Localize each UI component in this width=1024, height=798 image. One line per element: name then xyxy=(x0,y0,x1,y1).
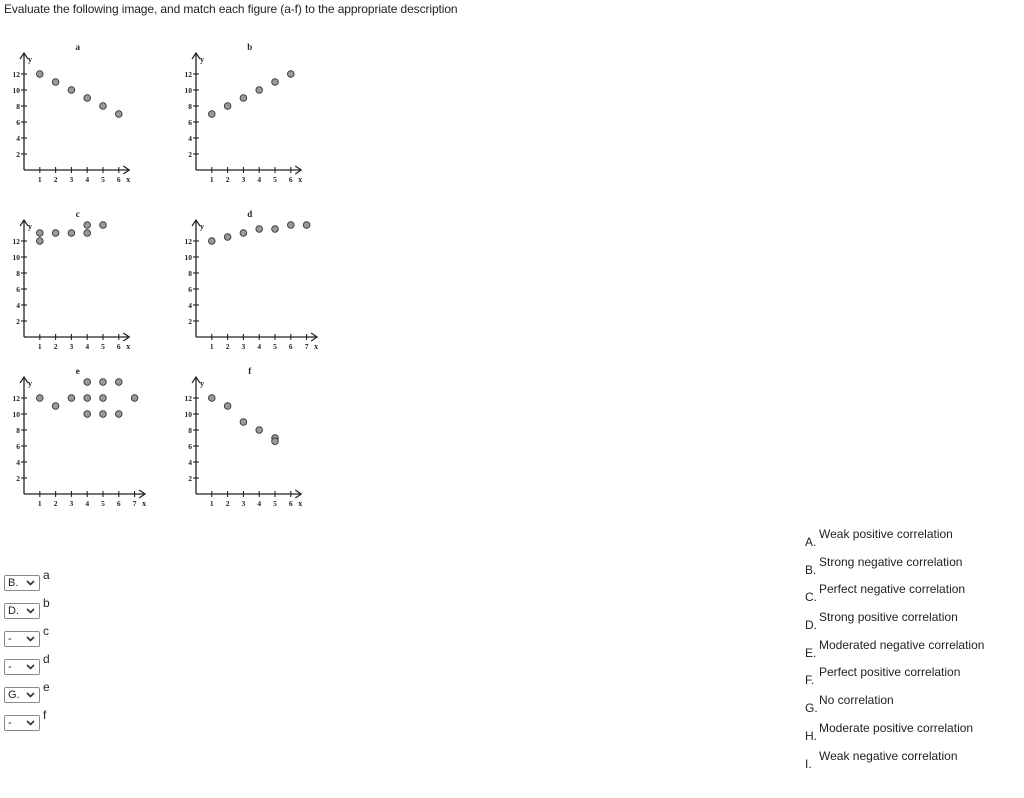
data-point xyxy=(116,379,123,386)
option-d xyxy=(805,608,1015,636)
option-key: H. xyxy=(805,728,817,743)
x-tick-label: 2 xyxy=(225,175,230,184)
x-tick-label: 2 xyxy=(225,342,230,351)
chart-title: d xyxy=(247,209,253,219)
data-point xyxy=(84,411,91,418)
answer-select-f[interactable] xyxy=(4,715,40,731)
x-tick-label: 4 xyxy=(257,175,262,184)
x-tick-label: 5 xyxy=(101,175,105,184)
y-tick-label: 4 xyxy=(16,301,20,310)
data-point xyxy=(100,222,107,229)
option-text: Weak positive correlation xyxy=(819,527,953,541)
option-key: D. xyxy=(805,618,817,633)
data-point xyxy=(68,395,75,402)
figure-label: e xyxy=(43,680,50,694)
selected-value: B. xyxy=(8,577,19,589)
scatter-plot-svg xyxy=(182,207,347,367)
x-tick-label: 6 xyxy=(288,175,293,184)
x-tick-label: 3 xyxy=(241,499,246,508)
selected-value: D. xyxy=(8,605,19,617)
x-tick-label: 7 xyxy=(304,342,309,351)
data-point xyxy=(84,95,91,102)
description-options xyxy=(805,525,1015,774)
x-tick-label: 5 xyxy=(101,342,105,351)
option-i xyxy=(805,747,1015,775)
chart-title: f xyxy=(248,366,252,376)
x-tick-label: 3 xyxy=(69,499,74,508)
x-axis-label: x xyxy=(126,175,131,184)
option-text: No correlation xyxy=(819,693,894,708)
x-tick-label: 4 xyxy=(257,499,262,508)
y-tick-label: 8 xyxy=(188,269,192,278)
data-point xyxy=(84,222,91,229)
data-point xyxy=(52,403,59,410)
y-tick-label: 4 xyxy=(16,134,20,143)
data-point xyxy=(116,411,123,418)
option-h xyxy=(805,719,1015,747)
y-tick-label: 10 xyxy=(184,253,192,262)
option-text: Perfect positive correlation xyxy=(819,665,961,680)
scatter-plot-svg xyxy=(10,364,175,524)
x-tick-label: 7 xyxy=(132,499,137,508)
option-text: Weak negative correlation xyxy=(819,748,958,763)
x-tick-label: 4 xyxy=(257,342,262,351)
answer-row-e xyxy=(4,680,50,711)
option-key: F. xyxy=(805,673,815,688)
answer-select-b[interactable] xyxy=(4,603,40,619)
y-tick-label: 12 xyxy=(12,70,20,79)
scatter-plot-c xyxy=(10,207,175,367)
y-tick-label: 6 xyxy=(16,118,20,127)
data-point xyxy=(256,87,263,94)
x-tick-label: 2 xyxy=(53,175,58,184)
chevron-down-icon xyxy=(26,663,35,671)
data-point xyxy=(100,395,107,402)
option-key: A. xyxy=(805,535,817,549)
y-tick-label: 8 xyxy=(188,426,192,435)
data-point xyxy=(288,222,295,229)
y-tick-label: 4 xyxy=(188,458,192,467)
scatter-plot-svg xyxy=(10,207,175,367)
scatter-plot-svg xyxy=(182,364,347,524)
figure-label: a xyxy=(43,568,50,582)
x-tick-label: 4 xyxy=(85,499,90,508)
y-tick-label: 4 xyxy=(188,134,192,143)
data-point xyxy=(288,71,295,78)
data-point xyxy=(272,226,279,233)
chevron-down-icon xyxy=(26,635,35,643)
option-c xyxy=(805,580,1015,608)
option-text: Moderated negative correlation xyxy=(819,637,985,652)
data-point xyxy=(37,238,44,245)
x-tick-label: 1 xyxy=(37,175,42,184)
x-tick-label: 1 xyxy=(209,342,214,351)
y-tick-label: 2 xyxy=(188,474,192,483)
data-point xyxy=(52,230,59,237)
option-text: Strong positive correlation xyxy=(819,610,958,625)
figure-label: d xyxy=(43,652,50,666)
y-tick-label: 6 xyxy=(16,285,20,294)
data-point xyxy=(116,111,123,118)
option-b xyxy=(805,553,1015,581)
figure-label: c xyxy=(43,624,49,638)
x-tick-label: 6 xyxy=(116,499,121,508)
y-tick-label: 4 xyxy=(16,458,20,467)
scatter-plot-a xyxy=(10,40,175,200)
y-tick-label: 4 xyxy=(188,301,192,310)
scatter-plot-e xyxy=(10,364,175,524)
selected-value: - xyxy=(8,633,12,645)
y-tick-label: 8 xyxy=(188,102,192,111)
x-tick-label: 4 xyxy=(85,342,90,351)
y-tick-label: 6 xyxy=(188,118,192,127)
data-point xyxy=(272,79,279,86)
option-text: Perfect negative correlation xyxy=(819,582,966,597)
data-point xyxy=(37,230,44,237)
y-axis-label: y xyxy=(28,55,32,64)
question-prompt: Evaluate the following image, and match each figure (a-f) to the appropriate description xyxy=(4,2,458,16)
answer-row-b xyxy=(4,596,50,627)
y-tick-label: 6 xyxy=(16,442,20,451)
scatter-plot-svg xyxy=(10,40,175,200)
data-point xyxy=(240,95,247,102)
data-point xyxy=(68,87,75,94)
answer-row-f xyxy=(4,708,50,739)
x-tick-label: 3 xyxy=(241,175,246,184)
x-tick-label: 5 xyxy=(273,342,277,351)
chart-title: b xyxy=(247,42,253,52)
data-point xyxy=(84,230,91,237)
x-tick-label: 2 xyxy=(225,499,230,508)
y-tick-label: 8 xyxy=(16,102,20,111)
data-point xyxy=(272,438,279,445)
selected-value: - xyxy=(8,717,12,729)
x-axis-label: x xyxy=(314,342,319,351)
data-point xyxy=(37,395,44,402)
data-point xyxy=(52,79,59,86)
y-axis-label: y xyxy=(200,222,204,231)
data-point xyxy=(224,103,231,110)
answer-row-d xyxy=(4,652,50,683)
x-axis-label: x xyxy=(126,342,131,351)
answer-row-c xyxy=(4,624,50,655)
data-point xyxy=(240,419,247,426)
y-tick-label: 6 xyxy=(188,442,192,451)
chart-title: a xyxy=(75,42,80,52)
answer-select-e[interactable] xyxy=(4,687,40,703)
x-tick-label: 5 xyxy=(101,499,105,508)
data-point xyxy=(131,395,138,402)
x-tick-label: 4 xyxy=(85,175,90,184)
x-tick-label: 1 xyxy=(37,342,42,351)
chevron-down-icon xyxy=(26,607,35,615)
selected-value: G. xyxy=(8,689,20,701)
option-key: B. xyxy=(805,562,817,577)
scatter-plot-f xyxy=(182,364,347,524)
y-axis-label: y xyxy=(200,55,204,64)
selected-value: - xyxy=(8,661,12,673)
figure-label: f xyxy=(43,708,47,722)
y-tick-label: 10 xyxy=(184,86,192,95)
chevron-down-icon xyxy=(26,691,35,699)
x-tick-label: 5 xyxy=(273,499,277,508)
answer-row-a xyxy=(4,568,50,599)
x-tick-label: 2 xyxy=(53,499,58,508)
y-tick-label: 8 xyxy=(16,269,20,278)
y-axis-label: y xyxy=(28,379,32,388)
scatter-plot-d xyxy=(182,207,347,367)
data-point xyxy=(256,427,263,434)
y-tick-label: 12 xyxy=(12,394,20,403)
x-tick-label: 3 xyxy=(69,342,74,351)
data-point xyxy=(68,230,75,237)
answer-select-d[interactable] xyxy=(4,659,40,675)
y-tick-label: 12 xyxy=(184,237,192,246)
x-axis-label: x xyxy=(142,499,147,508)
data-point xyxy=(224,403,231,410)
y-tick-label: 2 xyxy=(188,317,192,326)
data-point xyxy=(37,71,44,78)
y-tick-label: 6 xyxy=(188,285,192,294)
figure-label: b xyxy=(43,596,50,610)
answer-select-c[interactable] xyxy=(4,631,40,647)
y-tick-label: 2 xyxy=(16,150,20,159)
option-g xyxy=(805,691,1015,719)
option-key: C. xyxy=(805,590,817,605)
option-a xyxy=(805,525,1015,553)
x-tick-label: 6 xyxy=(116,175,121,184)
y-tick-label: 10 xyxy=(12,86,20,95)
data-point xyxy=(209,395,216,402)
y-tick-label: 12 xyxy=(184,394,192,403)
data-point xyxy=(84,395,91,402)
chevron-down-icon xyxy=(26,719,35,727)
x-tick-label: 1 xyxy=(37,499,42,508)
y-tick-label: 12 xyxy=(184,70,192,79)
data-point xyxy=(84,379,91,386)
x-tick-label: 1 xyxy=(209,499,214,508)
option-text: Moderate positive correlation xyxy=(819,720,974,735)
x-axis-label: x xyxy=(298,499,303,508)
answer-select-a[interactable] xyxy=(4,575,40,591)
option-f xyxy=(805,663,1015,691)
x-tick-label: 5 xyxy=(273,175,277,184)
x-tick-label: 3 xyxy=(69,175,74,184)
y-tick-label: 2 xyxy=(188,150,192,159)
y-tick-label: 10 xyxy=(12,410,20,419)
x-tick-label: 1 xyxy=(209,175,214,184)
y-tick-label: 12 xyxy=(12,237,20,246)
data-point xyxy=(256,226,263,233)
scatter-plot-svg xyxy=(182,40,347,200)
data-point xyxy=(209,238,216,245)
y-axis-label: y xyxy=(200,379,204,388)
data-point xyxy=(100,103,107,110)
data-point xyxy=(100,379,107,386)
option-e xyxy=(805,636,1015,664)
option-key: I. xyxy=(805,756,812,771)
option-key: E. xyxy=(805,645,817,660)
y-axis-label: y xyxy=(28,222,32,231)
scatter-plot-b xyxy=(182,40,347,200)
y-tick-label: 2 xyxy=(16,474,20,483)
option-key: G. xyxy=(805,701,818,716)
data-point xyxy=(209,111,216,118)
x-tick-label: 6 xyxy=(288,342,293,351)
chart-title: e xyxy=(75,366,80,376)
y-tick-label: 2 xyxy=(16,317,20,326)
answer-list xyxy=(4,568,50,739)
chart-title: c xyxy=(75,209,80,219)
y-tick-label: 10 xyxy=(12,253,20,262)
x-tick-label: 2 xyxy=(53,342,58,351)
x-axis-label: x xyxy=(298,175,303,184)
data-point xyxy=(100,411,107,418)
option-text: Strong negative correlation xyxy=(819,554,963,569)
y-tick-label: 10 xyxy=(184,410,192,419)
x-tick-label: 6 xyxy=(116,342,121,351)
chevron-down-icon xyxy=(26,579,35,587)
data-point xyxy=(240,230,247,237)
y-tick-label: 8 xyxy=(16,426,20,435)
data-point xyxy=(224,234,231,241)
x-tick-label: 6 xyxy=(288,499,293,508)
data-point xyxy=(303,222,310,229)
x-tick-label: 3 xyxy=(241,342,246,351)
